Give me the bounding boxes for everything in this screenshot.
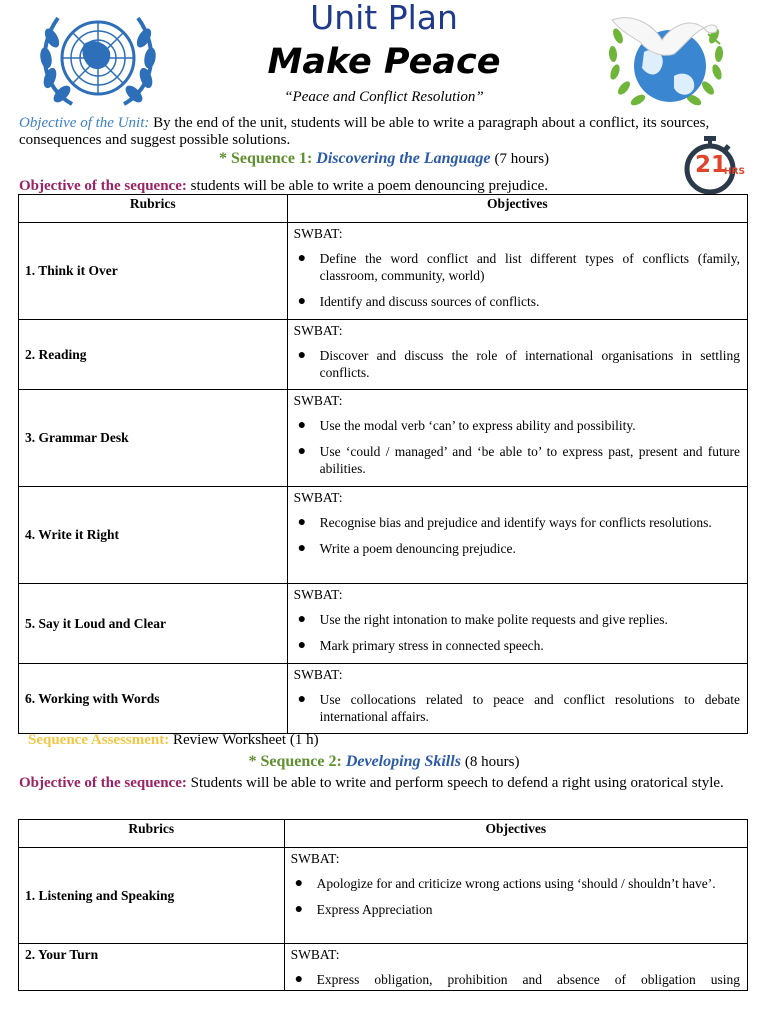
objective-item: ● Use the right intonation to make polite requests and give replies.: [297, 612, 668, 627]
swbat-label: SWBAT:: [293, 587, 343, 602]
objective-item: ● Recognise bias and prejudice and identify ways for conflicts resolutions.: [297, 515, 712, 530]
sequence2-table: [18, 819, 748, 991]
table-row: [19, 487, 748, 584]
table-header-row: [19, 195, 748, 223]
rubric-cell: 2. Reading: [19, 320, 288, 390]
bullet-icon: ●: [297, 444, 307, 459]
rubric-cell: 5. Say it Loud and Clear: [19, 584, 288, 664]
unit-objective: [19, 115, 750, 149]
unit-name-title: Make Peace: [267, 42, 501, 82]
rubric-cell: 4. Write it Right: [19, 487, 288, 584]
sequence2-objective: [19, 775, 767, 792]
objectives-cell: [284, 848, 747, 944]
objective-item: ● Express obligation, prohibition and absence of obligation using: [294, 972, 740, 987]
assessment-label: Sequence Assessment:: [28, 732, 170, 748]
objectives-cell: [287, 664, 747, 734]
sequence1-objective-text: students will be able to write a poem denouncing prejudice.: [190, 178, 549, 194]
objectives-cell: [287, 390, 747, 487]
objectives-cell: [287, 584, 747, 664]
rubric-cell: 6. Working with Words: [19, 664, 288, 734]
objective-item: ● Write a poem denouncing prejudice.: [297, 541, 516, 556]
rubric-cell: 2. Your Turn: [19, 944, 285, 991]
unit-objective-label: Objective of the Unit:: [19, 115, 150, 131]
sequence1-name: Discovering the Language: [316, 150, 491, 167]
objective-item: ● Use the modal verb ‘can’ to express ability and possibility.: [297, 418, 636, 433]
sequence1-assessment: [28, 732, 728, 749]
unit-subtitle: “Peace and Conflict Resolution”: [284, 89, 484, 105]
table-row: [19, 320, 748, 390]
objective-item: ● Discover and discuss the role of international organisations in settling conflicts.: [297, 348, 740, 380]
table-header-row: [19, 820, 748, 848]
unit-objective-text: By the end of the unit, students will be able to write a paragraph about a conflict, its sources, consequences and suggest possible solutions.: [19, 115, 710, 148]
bullet-icon: ●: [297, 638, 307, 653]
table-row: [19, 223, 748, 320]
bullet-icon: ●: [297, 294, 307, 309]
sequence1-heading: [0, 149, 768, 169]
clock-number: 21: [695, 152, 728, 178]
objectives-cell: [287, 223, 747, 320]
bullet-icon: ●: [297, 251, 307, 266]
table-row: [19, 944, 748, 991]
swbat-label: SWBAT:: [293, 393, 343, 408]
objectives-cell: [287, 487, 747, 584]
objective-item: ● Use collocations related to peace and conflict resolutions to debate international affairs.: [297, 692, 740, 724]
bullet-icon: ●: [297, 515, 307, 530]
objectives-header: Objectives: [284, 820, 747, 848]
bullet-icon: ●: [294, 972, 304, 987]
objective-item: ● Identify and discuss sources of conflicts.: [297, 294, 540, 309]
sequence2-heading: [0, 752, 768, 772]
bullet-icon: ●: [297, 612, 307, 627]
sequence2-hours: (8 hours): [464, 754, 520, 770]
rubric-cell: 3. Grammar Desk: [19, 390, 288, 487]
bullet-icon: ●: [294, 902, 304, 917]
objective-item: ● Define the word conflict and list different types of conflicts (family, classroom, community, world): [297, 251, 740, 283]
objective-item: ● Express Appreciation: [294, 902, 433, 917]
assessment-text: Review Worksheet (1 h): [173, 732, 319, 748]
rubric-cell: 1. Think it Over: [19, 223, 288, 320]
peace-dove-globe-logo: [604, 6, 728, 114]
swbat-label: SWBAT:: [290, 947, 340, 962]
rubrics-header: Rubrics: [19, 195, 288, 223]
swbat-label: SWBAT:: [293, 490, 343, 505]
rubric-cell: 1. Listening and Speaking: [19, 848, 285, 944]
swbat-label: SWBAT:: [293, 226, 343, 241]
sequence1-objective-label: Objective of the sequence:: [19, 178, 187, 194]
rubrics-header: Rubrics: [19, 820, 285, 848]
bullet-icon: ●: [297, 418, 307, 433]
objective-item: ● Mark primary stress in connected speech.: [297, 638, 544, 653]
bullet-icon: ●: [294, 876, 304, 891]
table-row: [19, 390, 748, 487]
swbat-label: SWBAT:: [293, 323, 343, 338]
table-row: [19, 848, 748, 944]
bullet-icon: ●: [297, 348, 307, 363]
sequence1-table: [18, 194, 748, 734]
objectives-cell: [287, 320, 747, 390]
objective-item: ● Apologize for and criticize wrong actions using ‘should / shouldn’t have’.: [294, 876, 716, 891]
table-row: [19, 584, 748, 664]
sequence1-hours: (7 hours): [494, 151, 550, 167]
table-row: [19, 664, 748, 734]
sequence2-objective-label: Objective of the sequence:: [19, 775, 187, 791]
swbat-label: SWBAT:: [293, 667, 343, 682]
sequence2-objective-text: Students will be able to write and perform speech to defend a right using oratorical style.: [190, 775, 724, 791]
bullet-icon: ●: [297, 692, 307, 707]
objective-item: ● Use ‘could / managed’ and ‘be able to’ to express past, present and future abilities.: [297, 444, 740, 476]
objectives-cell: [284, 944, 747, 991]
objectives-header: Objectives: [287, 195, 747, 223]
sequence1-objective: [19, 178, 749, 195]
clock-unit: HRS: [724, 167, 745, 177]
unit-plan-title: Unit Plan: [310, 0, 458, 37]
sequence2-star: * Sequence 2:: [248, 753, 342, 770]
sequence1-star: * Sequence 1:: [218, 150, 313, 167]
swbat-label: SWBAT:: [290, 851, 340, 866]
bullet-icon: ●: [297, 541, 307, 556]
sequence2-name: Developing Skills: [345, 753, 461, 770]
